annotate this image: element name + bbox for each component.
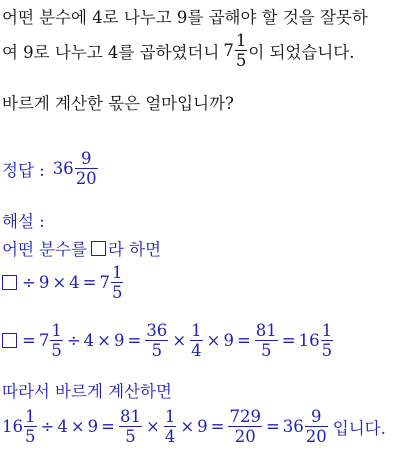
- denominator: 4: [191, 341, 202, 361]
- question-fraction-denominator: 5: [235, 51, 247, 71]
- numerator: 1: [25, 407, 36, 426]
- mixed-whole: 36: [282, 417, 304, 437]
- question-line-2-text: 여 9로 나누고 4를 곱하였더니: [2, 42, 220, 62]
- numerator: 81: [119, 407, 141, 426]
- equation-2: [2, 322, 334, 360]
- equals-sign: =: [210, 417, 225, 437]
- denominator: 5: [321, 341, 333, 361]
- divide-sign: ÷: [22, 273, 36, 293]
- mixed-whole: 7: [99, 273, 110, 293]
- divide-sign: ÷: [40, 417, 55, 437]
- question-line-1: [2, 4, 368, 28]
- denominator: 20: [305, 427, 327, 447]
- numerator: 36: [146, 321, 168, 340]
- mixed-whole: 7: [38, 331, 50, 351]
- denominator: 20: [234, 427, 256, 447]
- denominator: 5: [125, 427, 136, 447]
- answer-whole: 36: [52, 159, 74, 179]
- equation-3: [2, 408, 386, 446]
- number: 9: [113, 331, 125, 351]
- equals-sign: =: [281, 331, 296, 351]
- question-line-1-text: 어떤 분수에 4로 나누고 9를 곱해야 할 것을 잘못하: [2, 8, 368, 27]
- answer-label: 정답 :: [2, 160, 45, 180]
- denominator: 4: [164, 427, 176, 447]
- question-line-3: [2, 90, 234, 114]
- explanation-label-line: [2, 208, 45, 232]
- explanation-label: 해설 :: [2, 212, 45, 231]
- answer-numerator: 9: [80, 149, 92, 168]
- equals-sign: =: [127, 331, 142, 351]
- numerator: 1: [164, 407, 176, 426]
- mixed-whole: 16: [2, 417, 23, 437]
- fraction: [119, 408, 142, 446]
- intro-suffix: 라 하면: [107, 240, 162, 259]
- answer-denominator: 20: [75, 169, 97, 189]
- number: 4: [69, 273, 80, 293]
- times-sign: ×: [97, 331, 111, 351]
- fraction: [111, 264, 124, 302]
- fraction: [190, 322, 203, 360]
- equation-1: [2, 264, 124, 302]
- numerator: 729: [229, 407, 261, 426]
- fraction: [145, 322, 168, 360]
- numerator: 1: [51, 321, 62, 340]
- numerator: 1: [191, 321, 202, 340]
- equals-sign: =: [101, 417, 115, 437]
- question-line-2-suffix: 이 되었습니다.: [248, 42, 355, 62]
- fraction: [50, 322, 63, 360]
- denominator: 5: [151, 341, 163, 361]
- question-mixed-whole: 7: [223, 41, 234, 61]
- transition-text: 따라서 바르게 계산하면: [2, 382, 172, 401]
- fraction: [164, 408, 177, 446]
- equals-sign: =: [236, 331, 251, 351]
- times-sign: ×: [145, 417, 160, 437]
- fraction: [255, 322, 278, 360]
- answer-fraction: [75, 150, 98, 188]
- answer-line: [2, 150, 99, 188]
- explanation-intro: [2, 236, 161, 260]
- times-sign: ×: [206, 331, 221, 351]
- mixed-whole: 16: [298, 331, 320, 351]
- question-line-2: [2, 32, 354, 70]
- times-sign: ×: [52, 273, 67, 293]
- question-line-3-text: 바르게 계산한 몫은 얼마입니까?: [2, 94, 234, 113]
- number: 4: [83, 331, 95, 351]
- unknown-box-icon: [2, 275, 17, 290]
- unknown-box-icon: [2, 333, 17, 348]
- denominator: 5: [25, 427, 36, 447]
- fraction: [24, 408, 37, 446]
- denominator: 5: [111, 283, 123, 303]
- denominator: 5: [261, 341, 272, 361]
- fraction: [321, 322, 334, 360]
- question-fraction: [235, 32, 248, 70]
- intro-text: 어떤 분수를: [2, 240, 87, 259]
- times-sign: ×: [172, 331, 187, 351]
- number: 9: [87, 417, 99, 437]
- equals-sign: =: [265, 417, 280, 437]
- number: 9: [197, 417, 208, 437]
- numerator: 1: [111, 263, 123, 282]
- equation-3-suffix: 입니다.: [332, 418, 386, 438]
- denominator: 5: [51, 341, 62, 361]
- number: 9: [223, 331, 234, 351]
- fraction: [305, 408, 328, 446]
- unknown-box-icon: [91, 241, 106, 256]
- divide-sign: ÷: [66, 331, 81, 351]
- number: 9: [38, 273, 50, 293]
- equals-sign: =: [22, 331, 36, 351]
- times-sign: ×: [70, 417, 85, 437]
- numerator: 81: [255, 321, 277, 340]
- number: 4: [57, 417, 68, 437]
- numerator: 9: [311, 407, 322, 426]
- numerator: 1: [321, 321, 333, 340]
- transition-line: [2, 378, 172, 402]
- times-sign: ×: [180, 417, 195, 437]
- fraction: [228, 408, 262, 446]
- question-fraction-numerator: 1: [235, 31, 247, 50]
- equals-sign: =: [82, 273, 97, 293]
